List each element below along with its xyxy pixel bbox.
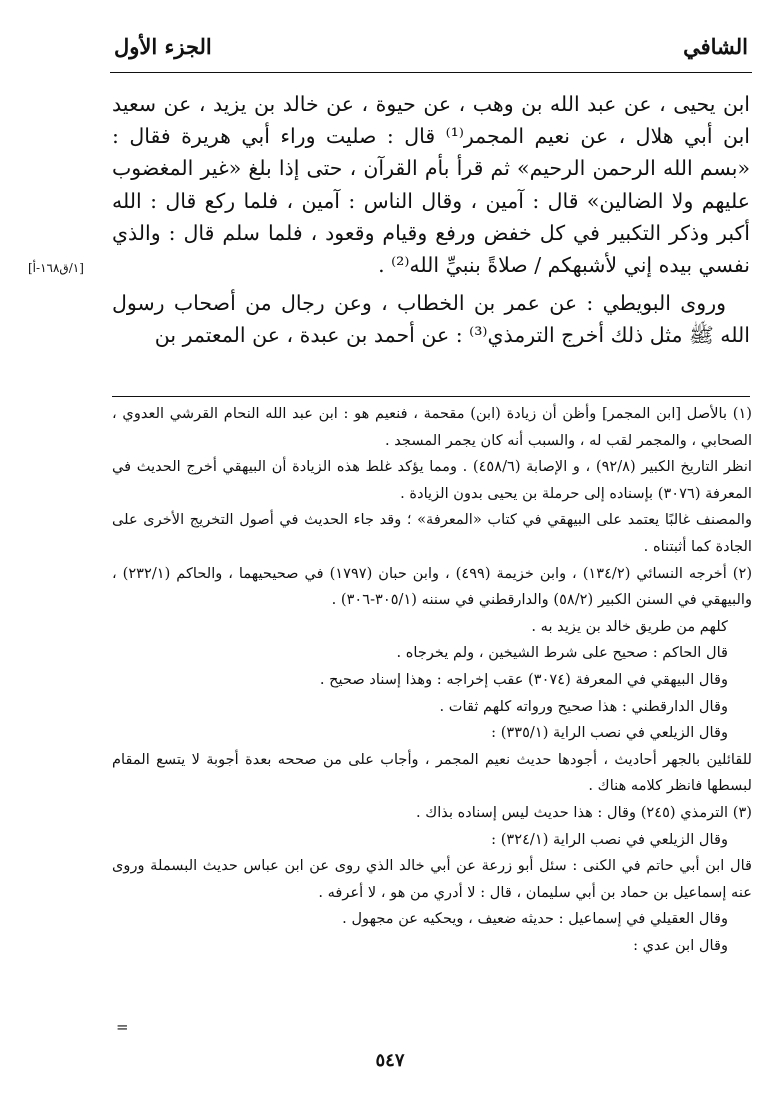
- continuation-mark: =: [116, 1018, 129, 1036]
- footnote-line: وقال البيهقي في المعرفة (٣٠٧٤) عقب إخراجه : وهذا إسناد صحيح .: [319, 670, 728, 688]
- footnote-rule: [112, 396, 750, 397]
- main-paragraph-1: ابن يحيى ، عن عبد الله بن وهب ، عن حيوة ، عن خالد بن يزيد ، عن سعيد ابن أبي هلال ، عن نعيم المجمر⁽¹⁾ قال : صليت وراء أبي هريرة فقال : «بسم الله الرحمن الرحيم» ثم قرأ بأم القرآن ، حتى إذا بلغ «غير المغضوب عليهم ولا الضالين» قال : آمين ، وقال الناس : آمين ، فلما ركع قال : الله أكبر وذكر التكبير في كل خفض ورفع وقيام وقعود ، فلما سلم قال : والذي نفسي بيده إني لأشبهكم / صلاةً بنبيِّ الله⁽²⁾ .: [112, 92, 750, 278]
- part-label: الجزء الأول: [114, 34, 212, 59]
- main-paragraph-2: وروى البويطي : عن عمر بن الخطاب ، وعن رجال من أصحاب رسول الله ﷺ مثل ذلك أخرج الترمذي⁽³⁾ : عن أحمد بن عبدة ، عن المعتمر بن: [112, 291, 750, 348]
- footnote-line: كلهم من طريق خالد بن يزيد به .: [531, 617, 728, 635]
- footnote-line: وقال الدارقطني : هذا صحيح ورواته كلهم ثقات .: [439, 697, 728, 715]
- footnote-line: وقال العقيلي في إسماعيل : حديثه ضعيف ، ويحكيه عن مجهول .: [342, 910, 728, 928]
- main-text: [112, 88, 750, 352]
- footnote-line: وقال الزيلعي في نصب الراية (٣٣٥/١) :: [491, 724, 728, 742]
- header-rule: [110, 72, 752, 73]
- footnote-line: انظر التاريخ الكبير (٩٢/٨) ، و الإصابة (٤٥٨/٦) . ومما يؤكد غلط هذه الزيادة أن البيهقي أخرج الحديث في المعرفة (٣٠٧٦) بإسناده إلى حرملة بن يحيى بدون الزيادة .: [112, 458, 752, 502]
- footnote-line: والمصنف غالبًا يعتمد على البيهقي في كتاب «المعرفة» ؛ وقد جاء الحديث في أصول التخريج الأخرى على الجادة كما أثبتناه .: [112, 511, 752, 555]
- footnote-line: (١) بالأصل [ابن المجمر] وأظن أن زيادة (ابن) مقحمة ، فنعيم هو : ابن عبد الله النحام القرشي العدوي ، الصحابي ، والمجمر لقب له ، والسبب أنه كان يجمر المسجد .: [112, 405, 752, 449]
- footnote-line: (٣) الترمذي (٢٤٥) وقال : هذا حديث ليس إسناده بذاك .: [415, 803, 752, 821]
- footnote-line: وقال ابن عدي :: [633, 936, 728, 954]
- footnote-line: (٢) أخرجه النسائي (١٣٤/٢) ، وابن خزيمة (٤٩٩) ، وابن حبان (١٧٩٧) في صحيحيهما ، والحاكم (٢٣٢/١) ، والبيهقي في السنن الكبير (٥٨/٢) والدارقطني في سننه (٣٠٥/١-٣٠٦) .: [112, 564, 753, 609]
- footnotes: [112, 401, 752, 959]
- footnote-line: للقائلين بالجهر أحاديث ، أجودها حديث نعيم المجمر ، وأجاب على من صححه بعدة أجوبة لا يتسع المقام لبسطها فانظر كلامه هناك .: [112, 750, 752, 795]
- footnote-line: قال ابن أبي حاتم في الكنى : سئل أبو زرعة عن أبي خالد الذي روى عن ابن عباس حديث البسملة وروى عنه إسماعيل بن حماد بن أبي سليمان ، قال : لا أدري من هو ، لا أعرفه .: [112, 857, 752, 901]
- manuscript-folio-note: [١/ق١٦٨-أ]: [28, 261, 84, 275]
- footnote-line: قال الحاكم : صحيح على شرط الشيخين ، ولم يخرجاه .: [396, 644, 728, 662]
- footnote-line: وقال الزيلعي في نصب الراية (٣٢٤/١) :: [491, 830, 728, 848]
- page-number: ٥٤٧: [375, 1050, 405, 1071]
- running-header: [110, 30, 752, 70]
- book-title: الشافي: [683, 34, 748, 59]
